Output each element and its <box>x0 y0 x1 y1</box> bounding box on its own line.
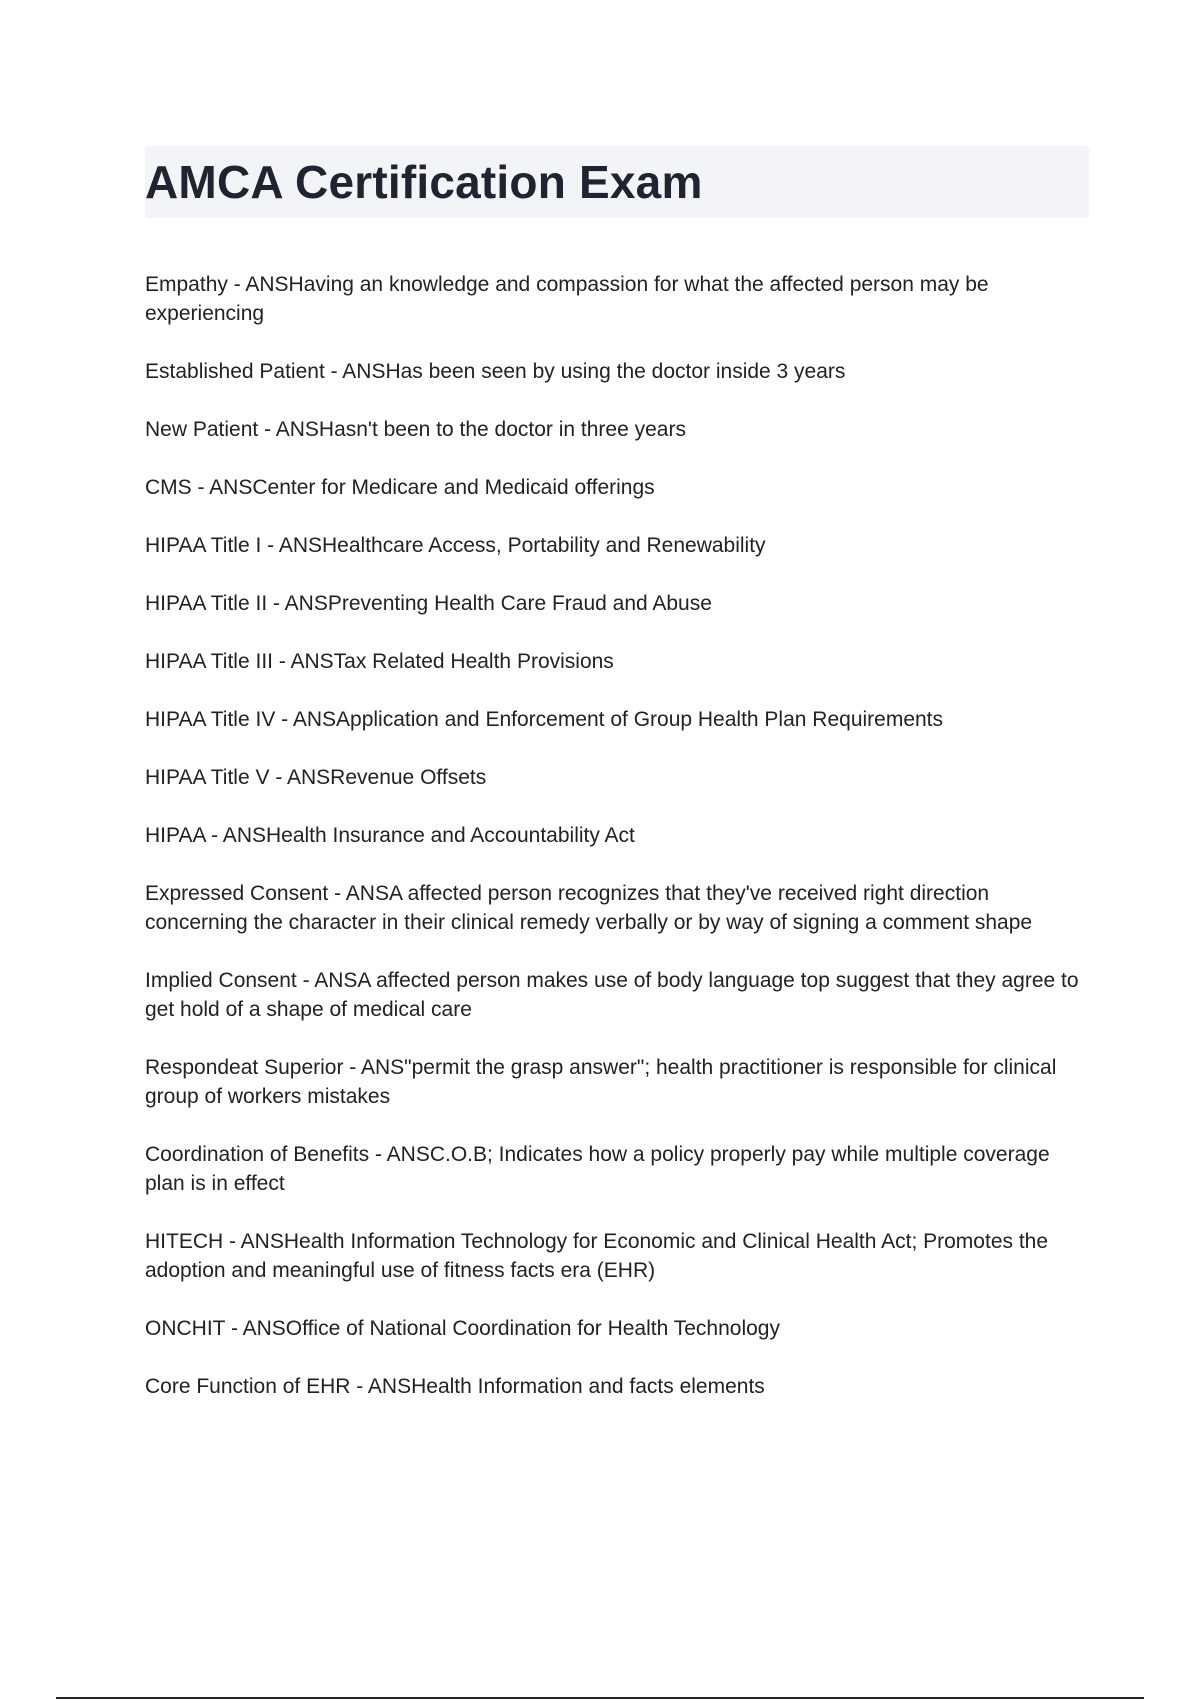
flashcard-entry-cms: CMS - ANSCenter for Medicare and Medicaid offerings <box>145 476 655 499</box>
flashcard-entry-core-function-ehr: Core Function of EHR - ANSHealth Information and facts elements <box>145 1375 765 1398</box>
flashcard-entry-hipaa-title-1: HIPAA Title I - ANSHealthcare Access, Portability and Renewability <box>145 534 766 557</box>
flashcard-entry-implied-consent: Implied Consent - ANSA affected person makes use of body language top suggest that they agree to get hold of a shape of medical care <box>145 969 1079 1021</box>
flashcard-entry-hitech: HITECH - ANSHealth Information Technology for Economic and Clinical Health Act; Promotes the adoption and meaningful use of fitness facts era (EHR) <box>145 1230 1049 1282</box>
flashcard-entry-empathy: Empathy - ANSHaving an knowledge and compassion for what the affected person may be experiencing <box>145 273 989 325</box>
flashcard-entry-coordination-of-benefits: Coordination of Benefits - ANSC.O.B; Indicates how a policy properly pay while multiple coverage plan is in effect <box>145 1143 1050 1195</box>
flashcard-entry-hipaa: HIPAA - ANSHealth Insurance and Accountability Act <box>145 824 635 847</box>
flashcard-entry-onchit: ONCHIT - ANSOffice of National Coordination for Health Technology <box>145 1317 780 1340</box>
flashcard-entry-new-patient: New Patient - ANSHasn't been to the doctor in three years <box>145 418 686 441</box>
flashcard-entry-respondeat-superior: Respondeat Superior - ANS"permit the grasp answer"; health practitioner is responsible for clinical group of workers mistakes <box>145 1056 1057 1108</box>
flashcard-list <box>145 270 1089 1430</box>
flashcard-entry-hipaa-title-3: HIPAA Title III - ANSTax Related Health Provisions <box>145 650 614 673</box>
footer-divider <box>56 1697 1144 1699</box>
flashcard-entry-expressed-consent: Expressed Consent - ANSA affected person recognizes that they've received right direction concerning the character in their clinical remedy verbally or by way of signing a comment shape <box>145 882 1033 934</box>
flashcard-entry-hipaa-title-2: HIPAA Title II - ANSPreventing Health Care Fraud and Abuse <box>145 592 712 615</box>
flashcard-entry-established-patient: Established Patient - ANSHas been seen by using the doctor inside 3 years <box>145 360 846 383</box>
flashcard-entry-hipaa-title-5: HIPAA Title V - ANSRevenue Offsets <box>145 766 487 789</box>
flashcard-entry-hipaa-title-4: HIPAA Title IV - ANSApplication and Enforcement of Group Health Plan Requirements <box>145 708 944 731</box>
page-title: AMCA Certification Exam <box>145 156 703 208</box>
